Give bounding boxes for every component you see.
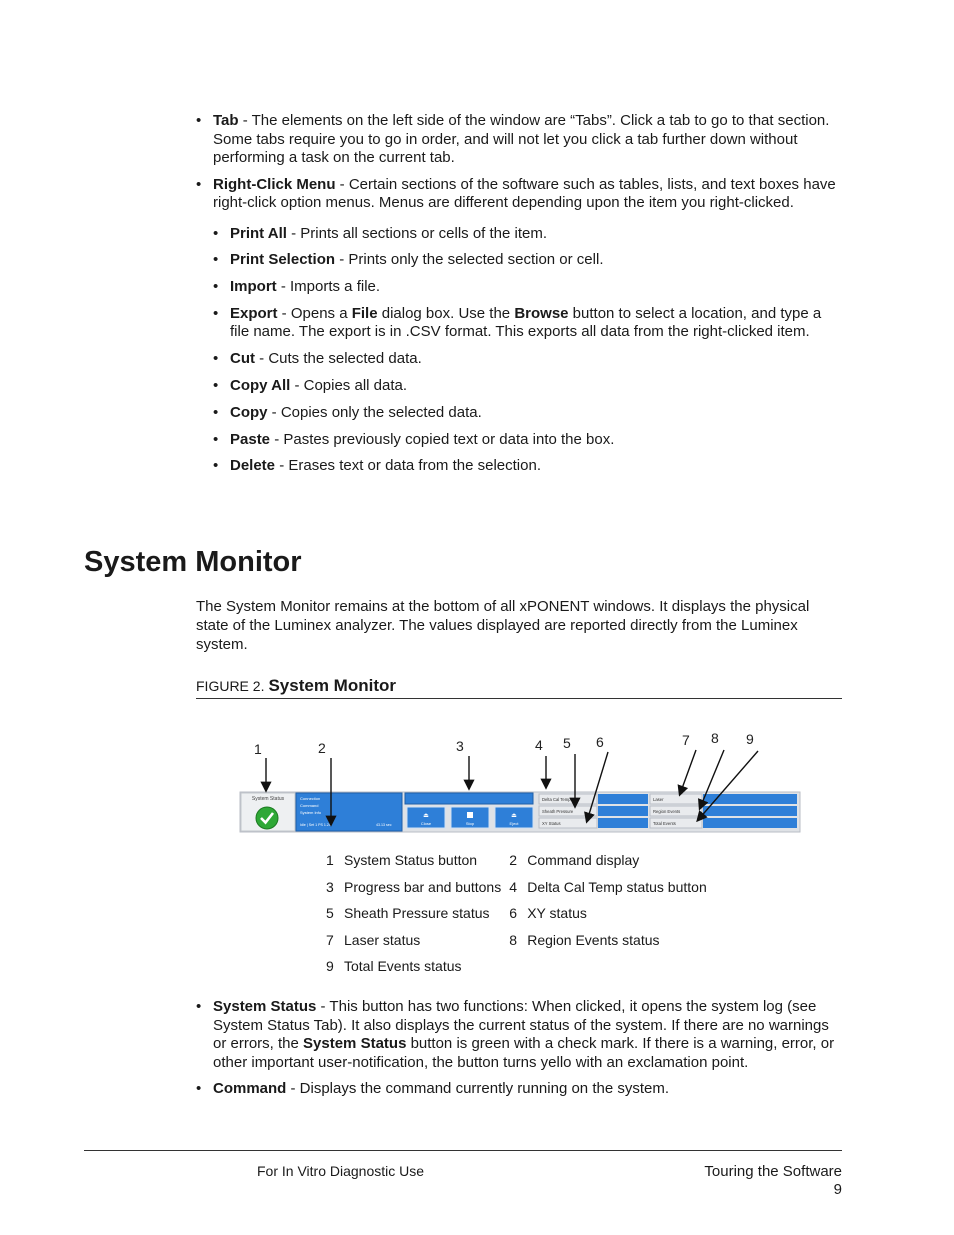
bullet-command: • Command - Displays the command currently running on the system.	[196, 1080, 844, 1099]
legend-number: 2	[509, 852, 518, 868]
sheath-pressure-value	[598, 806, 648, 816]
legend-number: 1	[326, 852, 334, 868]
status-ok-icon	[256, 807, 278, 829]
callout-6: 6	[596, 734, 604, 750]
xy-status-label: XY Status	[542, 821, 561, 826]
sub-bullet-export: • Export - Opens a File dialog box. Use the Browse button to select a location, and type a file name. The export is in .CSV format. This exports all data from the right-clicked item.	[213, 305, 844, 342]
legend-text: Delta Cal Temp status button	[527, 878, 707, 895]
region-events-value	[703, 806, 797, 816]
legend-row	[326, 852, 715, 879]
legend-text: Total Events status	[344, 958, 462, 974]
xy-status-value	[598, 818, 648, 828]
region-events-label: Region Events	[653, 809, 681, 814]
sub-bullet-delete: • Delete - Erases text or data from the selection.	[213, 457, 844, 476]
legend-number: 4	[509, 878, 518, 895]
legend-number: 9	[326, 958, 334, 974]
bullet-right-click-menu: • Right-Click Menu - Certain sections of the software such as tables, lists, and text boxes have right-click option menus. Menus are different depending upon the item you right-clicked.	[196, 176, 844, 213]
callout-2: 2	[318, 740, 326, 756]
total-events-value	[703, 818, 797, 828]
legend-row	[326, 879, 715, 906]
callout-9: 9	[746, 731, 754, 747]
figure-number: FIGURE 2.	[196, 678, 265, 694]
laser-label: Laser	[653, 797, 664, 802]
legend-text: Region Events status	[527, 931, 660, 948]
footer-section-title: Touring the Software	[704, 1163, 842, 1180]
sub-bullet-copy-all: • Copy All - Copies all data.	[213, 377, 844, 396]
delta-cal-temp-value	[598, 794, 648, 804]
legend-row	[326, 932, 715, 959]
svg-text:Close: Close	[420, 821, 432, 826]
callout-1: 1	[254, 741, 262, 757]
progress-bar-and-buttons	[405, 793, 533, 828]
legend-text: Laser status	[344, 931, 421, 948]
legend-text: XY status	[527, 905, 587, 921]
sub-bullet-print-all: • Print All - Prints all sections or cells of the item.	[213, 225, 844, 244]
legend-text: System Status button	[344, 852, 478, 868]
footer-right	[600, 1163, 842, 1199]
legend-text: Command display	[527, 852, 640, 868]
command-line-command: Command	[300, 803, 319, 808]
legend-number: 8	[509, 931, 518, 948]
delta-cal-temp-label: Delta Cal Temp	[542, 797, 571, 802]
close-button[interactable]	[407, 807, 445, 828]
command-line-connection: Connection	[300, 796, 321, 801]
legend-row	[326, 905, 715, 932]
system-status-button[interactable]	[241, 793, 295, 831]
command-footer-left: Idle | Set 1 PS 1.20	[300, 823, 331, 827]
legend-number: 6	[509, 905, 518, 921]
page-number: 9	[833, 1181, 842, 1198]
figure-legend	[326, 852, 715, 985]
callout-3: 3	[456, 738, 464, 754]
bullet-system-status: • System Status - This button has two functions: When clicked, it opens the system log (see System Status Tab). It also displays the current status of the system. If there are no warnings or errors, the System Status button is green with a check mark. If there is a warning, error, or other important user-notification, the button turns yello with an exclamation point.	[196, 998, 844, 1072]
sub-bullet-cut: • Cut - Cuts the selected data.	[213, 350, 844, 369]
system-monitor-figure	[230, 726, 810, 838]
figure-caption	[196, 676, 842, 699]
stop-icon	[467, 812, 473, 818]
intro-paragraph: The System Monitor remains at the bottom of all xPONENT windows. It displays the physical state of the Luminex analyzer. The values displayed are reported directly from the Luminex system.	[196, 598, 810, 653]
footer-disclaimer: For In Vitro Diagnostic Use	[257, 1163, 425, 1179]
callout-labels	[254, 730, 754, 757]
section-heading: System Monitor	[84, 546, 302, 578]
progress-bar	[405, 793, 533, 804]
command-line-system-info: System Info	[300, 810, 322, 815]
system-status-label: System Status	[251, 796, 285, 802]
legend-text	[527, 958, 715, 985]
eject-icon: ⏏	[511, 813, 517, 819]
callout-7: 7	[682, 732, 690, 748]
legend-number: 5	[326, 905, 334, 921]
bottom-bullet-list	[196, 998, 844, 1107]
figure-title: System Monitor	[268, 676, 396, 695]
stop-button[interactable]	[451, 807, 489, 828]
sub-bullet-print-selection: • Print Selection - Prints only the selected section or cell.	[213, 251, 844, 270]
top-bullet-list	[196, 112, 844, 484]
legend-row	[326, 958, 715, 985]
command-footer-right: 43.13 sec	[376, 823, 392, 827]
sub-bullet-paste: • Paste - Pastes previously copied text or data into the box.	[213, 431, 844, 450]
legend-text: Progress bar and buttons	[344, 878, 502, 895]
callout-8: 8	[711, 730, 719, 746]
status-panel-right	[650, 794, 797, 828]
footer-rule	[84, 1150, 842, 1151]
svg-text:Stop: Stop	[465, 821, 475, 826]
sheath-pressure-label: Sheath Pressure	[542, 809, 574, 814]
right-click-sub-list	[196, 225, 844, 476]
legend-text: Sheath Pressure status	[344, 905, 490, 921]
callout-4: 4	[535, 737, 543, 753]
sub-bullet-import: • Import - Imports a file.	[213, 278, 844, 297]
svg-text:Eject: Eject	[509, 821, 519, 826]
bullet-tab: • Tab - The elements on the left side of the window are “Tabs”. Click a tab to go to that section. Some tabs require you to go in order, and will not let you click a tab further down without performing a task on the current tab.	[196, 112, 844, 168]
sub-bullet-copy: • Copy - Copies only the selected data.	[213, 404, 844, 423]
legend-number: 7	[326, 931, 334, 948]
legend-number: 3	[326, 878, 334, 895]
total-events-label: Total Events	[653, 821, 676, 826]
callout-5: 5	[563, 735, 571, 751]
legend-number	[509, 958, 527, 985]
svg-text:⏏: ⏏	[423, 813, 429, 819]
eject-button[interactable]	[495, 807, 533, 828]
command-display	[296, 793, 402, 831]
